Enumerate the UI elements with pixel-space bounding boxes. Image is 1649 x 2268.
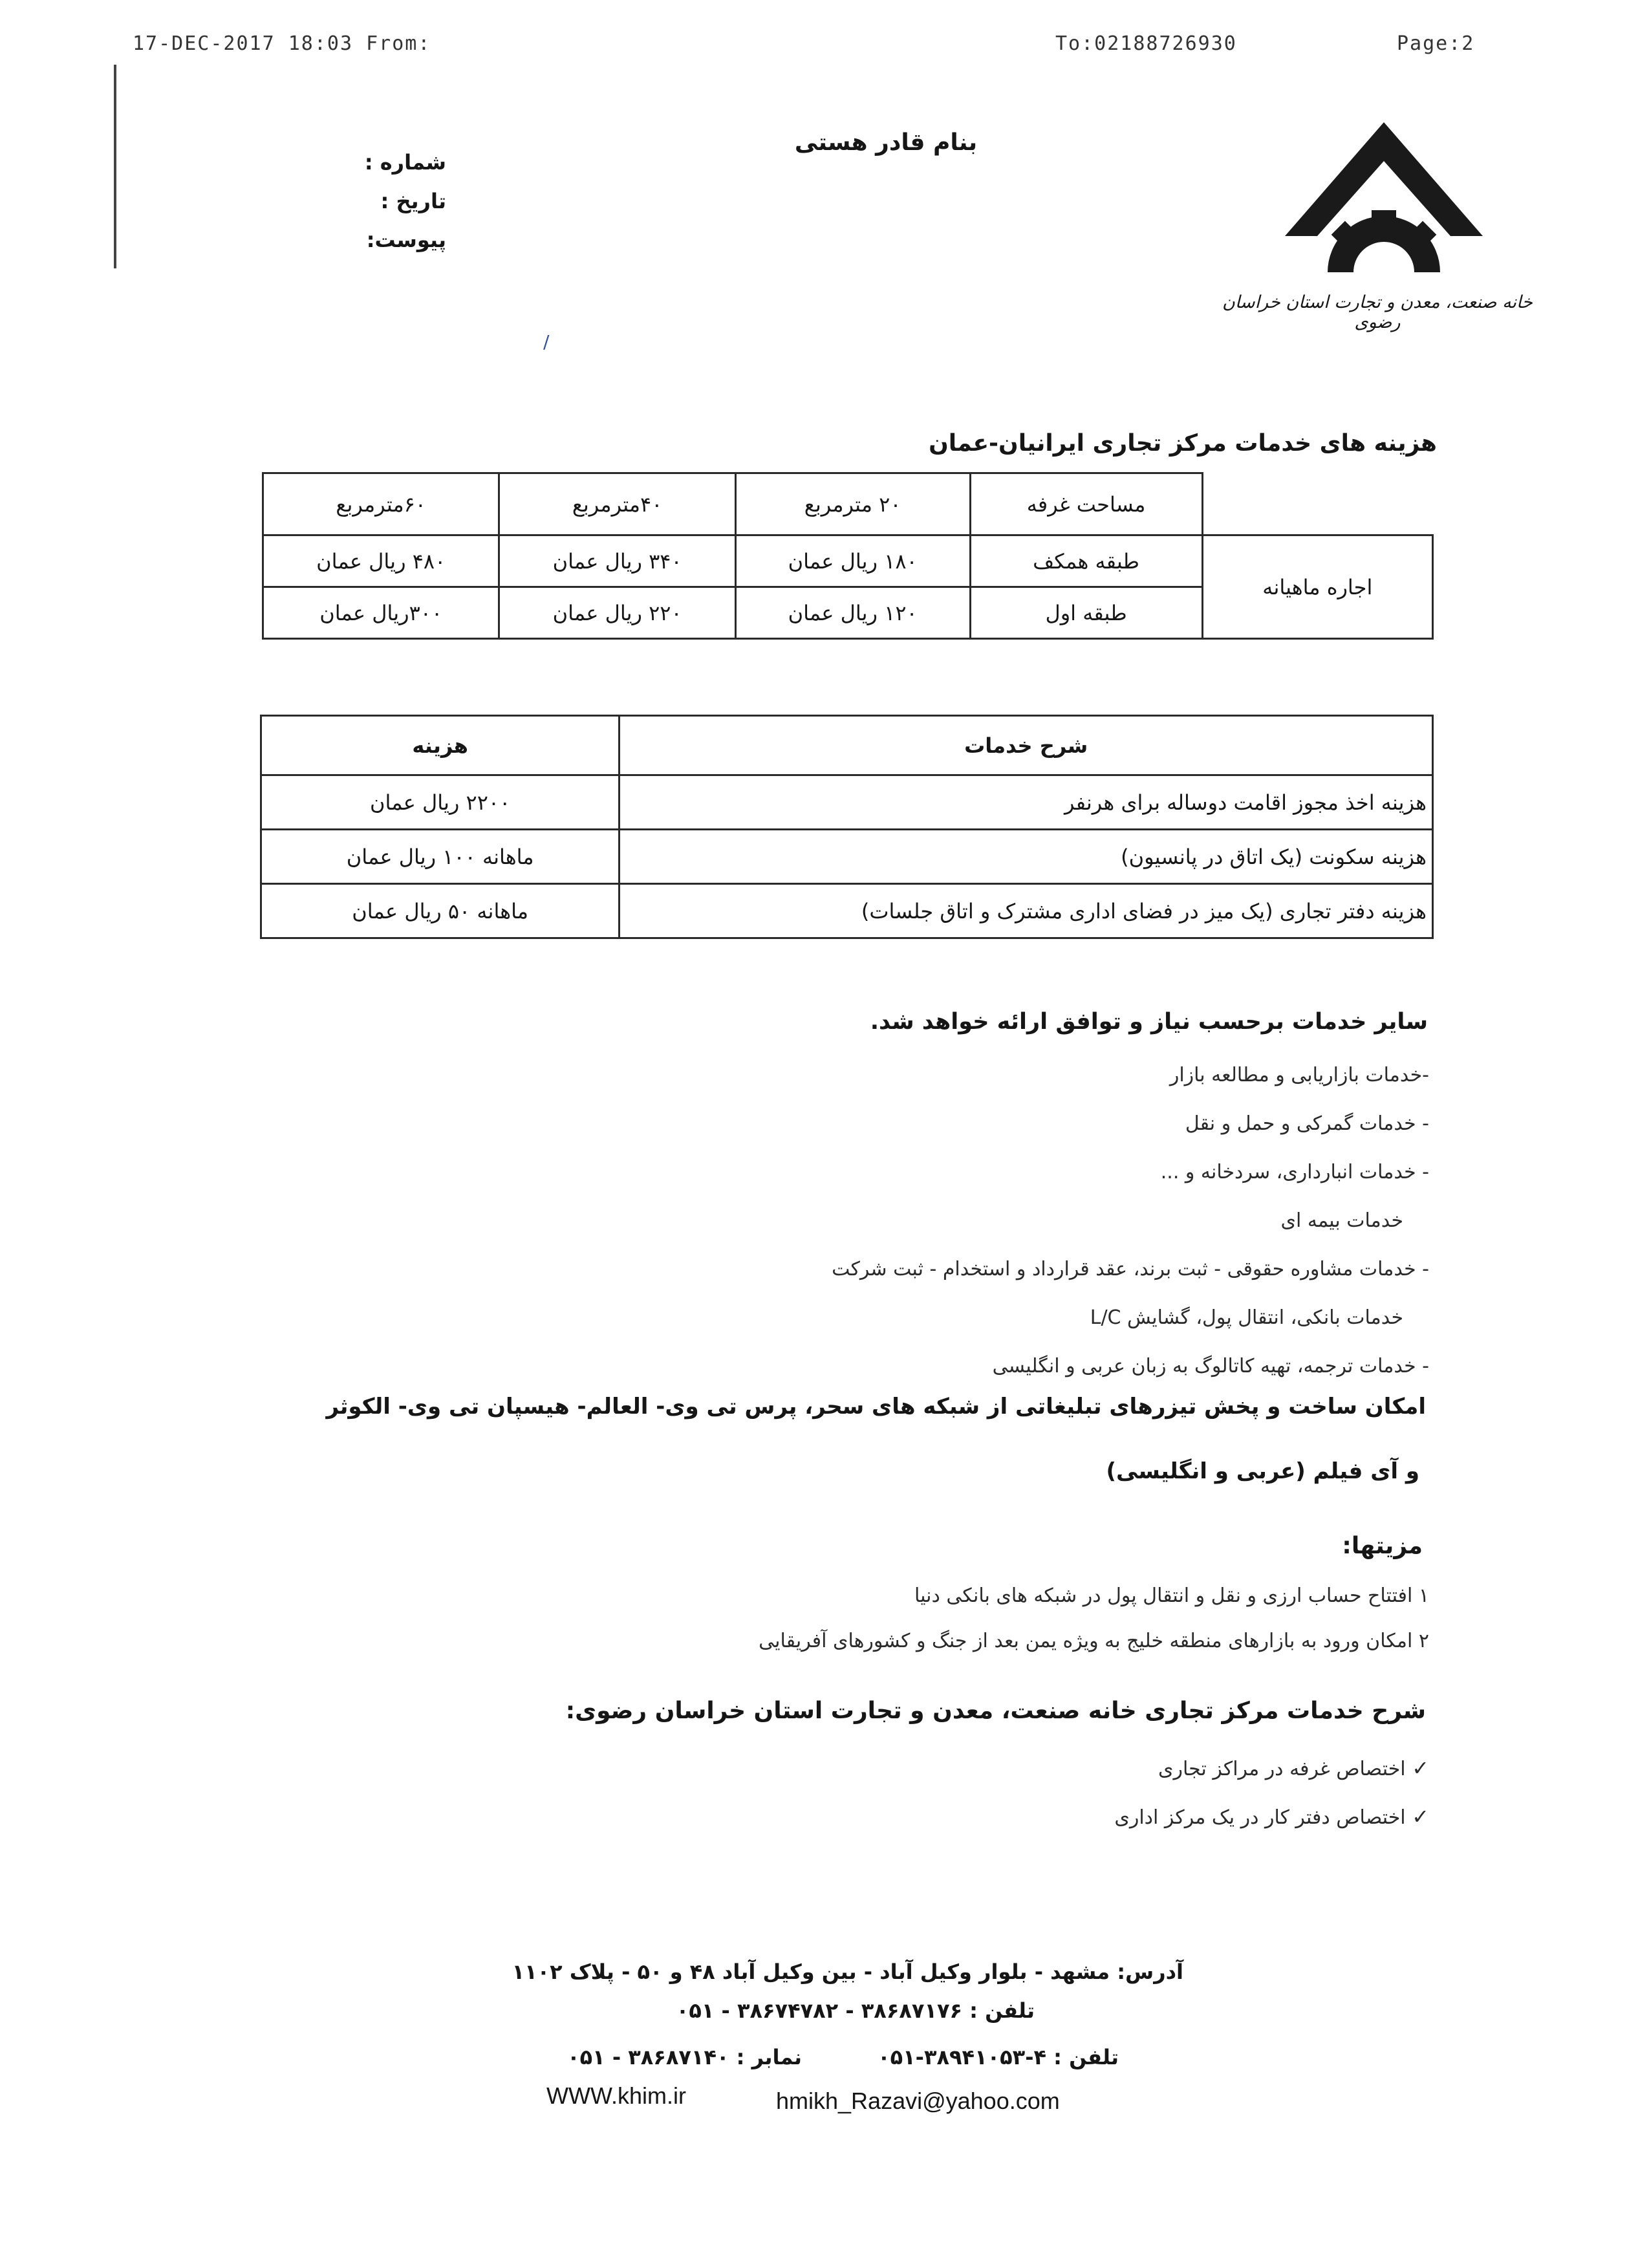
footer-phone-2: تلفن : ۴-۳۸۹۴۱۰۵۳-۰۵۱ xyxy=(878,2045,1119,2069)
other-service-item: - خدمات مشاوره حقوقی - ثبت برند، عقد قرارداد و استخدام - ثبت شرکت xyxy=(832,1258,1429,1280)
attachment-label: پیوست: xyxy=(366,228,446,252)
check-mark-icon: ✓ xyxy=(1412,1756,1429,1780)
area-column-20: ۲۰ مترمربع xyxy=(735,473,970,535)
page-margin-line xyxy=(114,65,116,268)
advantages-title: مزیتها: xyxy=(1342,1533,1423,1559)
rent-price-cell: ۴۸۰ ریال عمان xyxy=(263,535,499,587)
other-service-item: -خدمات بازاریابی و مطالعه بازار xyxy=(1169,1064,1429,1086)
service-description-header: شرح خدمات xyxy=(620,716,1433,775)
service-cost-cell: ۲۲۰۰ ریال عمان xyxy=(261,775,620,830)
date-label: تاریخ : xyxy=(380,189,446,213)
other-service-item: - خدمات گمرکی و حمل و نقل xyxy=(1185,1112,1429,1135)
service-cost-cell: ماهانه ۵۰ ریال عمان xyxy=(261,884,620,938)
costs-section-title: هزینه های خدمات مرکز تجاری ایرانیان-عمان xyxy=(929,430,1437,457)
footer-email-link[interactable]: hmikh_Razavi@yahoo.com xyxy=(776,2088,1060,2114)
advantage-item: ۲ امکان ورود به بازارهای منطقه خلیج به ویژه یمن بعد از جنگ و کشورهای آفریقایی xyxy=(759,1630,1429,1652)
media-services-line: امکان ساخت و پخش تیزرهای تبلیغاتی از شبکه های سحر، پرس تی وی- العالم- هیسپان تی وی- الکوثر xyxy=(326,1394,1426,1420)
letter-meta-fields xyxy=(304,150,446,252)
footer-address: آدرس: مشهد - بلوار وکیل آباد - بین وکیل آباد ۴۸ و ۵۰ - پلاک ۱۱۰۲ xyxy=(512,1960,1183,1984)
service-cost-cell: ماهانه ۱۰۰ ریال عمان xyxy=(261,830,620,884)
service-description-cell: هزینه سکونت (یک اتاق در پانسیون) xyxy=(620,830,1433,884)
khorasan-service-item xyxy=(1158,1756,1429,1780)
khorasan-service-item xyxy=(1114,1804,1429,1829)
footer-website-link[interactable]: WWW.khim.ir xyxy=(546,2082,686,2109)
service-cost-header: هزینه xyxy=(261,716,620,775)
organization-name: خانه صنعت، معدن و تجارت استان خراسان رضوی xyxy=(1222,292,1533,332)
other-service-item: - خدمات ترجمه، تهیه کاتالوگ به زبان عربی و انگلیسی xyxy=(992,1355,1429,1377)
other-services-intro: سایر خدمات برحسب نیاز و توافق ارائه خواهد شد. xyxy=(870,1009,1428,1035)
monthly-rent-table xyxy=(262,472,1434,640)
rent-price-cell: ۲۲۰ ریال عمان xyxy=(499,587,735,639)
rent-price-cell: ۳۴۰ ریال عمان xyxy=(499,535,735,587)
floor-first-label: طبقه اول xyxy=(970,587,1202,639)
other-service-item: - خدمات انبارداری، سردخانه و ... xyxy=(1160,1161,1429,1183)
rent-price-cell: ۱۸۰ ریال عمان xyxy=(735,535,970,587)
basmala-heading: بنام قادر هستی xyxy=(794,129,978,156)
area-column-60: ۶۰مترمربع xyxy=(263,473,499,535)
check-mark-icon: ✓ xyxy=(1412,1804,1429,1829)
other-service-item: خدمات بانکی، انتقال پول، گشایش L/C xyxy=(1090,1306,1403,1329)
number-label: شماره : xyxy=(364,150,446,175)
khorasan-service-label: اختصاص دفتر کار در یک مرکز اداری xyxy=(1114,1806,1406,1829)
footer-phone-1: تلفن : ۳۸۶۸۷۱۷۶ - ۳۸۶۷۴۷۸۲ - ۰۵۱ xyxy=(676,1998,1035,2023)
khorasan-service-label: اختصاص غرفه در مراکز تجاری xyxy=(1158,1758,1406,1780)
booth-area-header: مساحت غرفه xyxy=(970,473,1202,535)
area-column-40: ۴۰مترمربع xyxy=(499,473,735,535)
pen-mark: / xyxy=(543,331,550,352)
organization-logo xyxy=(1277,113,1491,278)
services-cost-table xyxy=(260,715,1434,939)
fax-recipient: To:02188726930 xyxy=(1055,32,1237,55)
fax-date-time: 17-DEC-2017 18:03 From: xyxy=(133,32,431,55)
monthly-rent-label: اجاره ماهیانه xyxy=(1202,535,1432,639)
rent-header-spacer xyxy=(1202,473,1432,535)
rent-price-cell: ۳۰۰ریال عمان xyxy=(263,587,499,639)
other-service-item: خدمات بیمه ای xyxy=(1280,1209,1403,1232)
service-description-cell: هزینه دفتر تجاری (یک میز در فضای اداری مشترک و اتاق جلسات) xyxy=(620,884,1433,938)
floor-ground-label: طبقه همکف xyxy=(970,535,1202,587)
rent-price-cell: ۱۲۰ ریال عمان xyxy=(735,587,970,639)
advantage-item: ۱ افتتاح حساب ارزی و نقل و انتقال پول در شبکه های بانکی دنیا xyxy=(914,1584,1429,1607)
khorasan-services-title: شرح خدمات مرکز تجاری خانه صنعت، معدن و تجارت استان خراسان رضوی: xyxy=(565,1698,1426,1724)
footer-fax: نمابر : ۳۸۶۸۷۱۴۰ - ۰۵۱ xyxy=(567,2045,802,2069)
media-services-line-2: و آی فیلم (عربی و انگلیسی) xyxy=(1106,1458,1419,1484)
service-description-cell: هزینه اخذ مجوز اقامت دوساله برای هرنفر xyxy=(620,775,1433,830)
fax-page-number: Page:2 xyxy=(1397,32,1475,55)
